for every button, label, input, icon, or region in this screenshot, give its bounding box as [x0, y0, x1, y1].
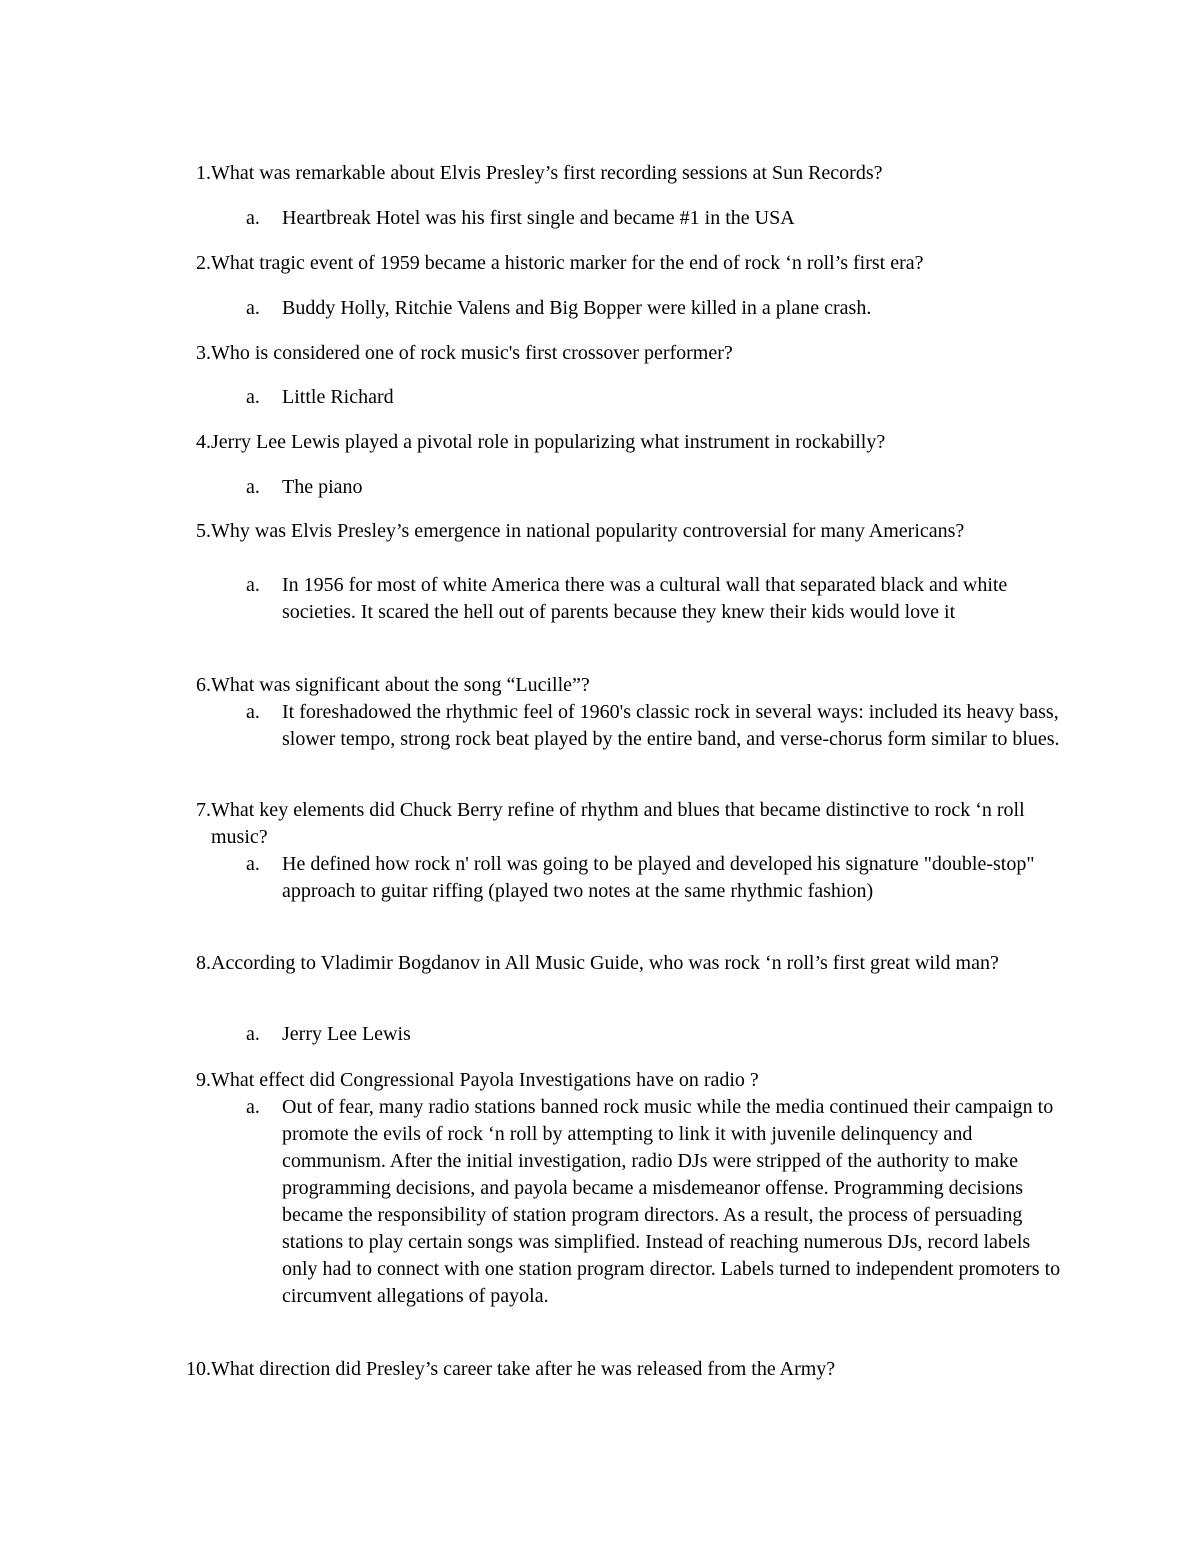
- answer-text: In 1956 for most of white America there was a cultural wall that separated black and white societies. It scared the hell out of parents because they knew their kids would love it: [282, 574, 1008, 623]
- answer-text: Little Richard: [282, 386, 394, 408]
- question-text: What direction did Presley’s career take after he was released from the Army?: [211, 1358, 836, 1380]
- question-text: What tragic event of 1959 became a historic marker for the end of rock ‘n roll’s first era?: [211, 252, 924, 274]
- question-text: What effect did Congressional Payola Investigations have on radio ?: [211, 1069, 759, 1091]
- answer-text: He defined how rock n' roll was going to be played and developed his signature "double-stop" approach to guitar riffing (played two notes at the same rhythmic fashion): [282, 853, 1035, 902]
- answer-text: It foreshadowed the rhythmic feel of 1960's classic rock in several ways: included its heavy bass, slower tempo, strong rock beat played by the entire band, and verse-chorus form similar to blues.: [282, 701, 1060, 750]
- question-number: 8.: [196, 952, 211, 974]
- question-number: 6.: [196, 674, 211, 696]
- answer-text: Out of fear, many radio stations banned rock music while the media continued their campaign to promote the evils of rock ‘n roll by attempting to link it with juvenile delinquency and communism. After the initial investigation, radio DJs were stripped of the authority to make programming decisions, and payola became a misdemeanor offense. Programming decisions became the responsibility of station program directors. As a result, the process of persuading stations to play certain songs was simplified. Instead of reaching numerous DJs, record labels only had to connect with one station program director. Labels turned to independent promoters to circumvent allegations of payola.: [282, 1096, 1061, 1307]
- answer-marker: a.: [246, 701, 260, 723]
- question-number: 7.: [196, 799, 211, 821]
- question-number: 1.: [196, 162, 211, 184]
- question-text: What was significant about the song “Lucille”?: [211, 674, 590, 696]
- answer-text: The piano: [282, 476, 363, 498]
- question-number: 10.: [186, 1358, 211, 1380]
- question-number: 9.: [196, 1069, 211, 1091]
- answer-marker: a.: [246, 207, 260, 229]
- question-text: According to Vladimir Bogdanov in All Music Guide, who was rock ‘n roll’s first great wild man?: [211, 952, 999, 974]
- question-text: Who is considered one of rock music's first crossover performer?: [211, 342, 733, 364]
- question-text: What key elements did Chuck Berry refine of rhythm and blues that became distinctive to rock ‘n roll music?: [211, 799, 1025, 848]
- question-number: 2.: [196, 252, 211, 274]
- answer-text: Buddy Holly, Ritchie Valens and Big Bopper were killed in a plane crash.: [282, 297, 872, 319]
- question-text: Jerry Lee Lewis played a pivotal role in popularizing what instrument in rockabilly?: [211, 431, 886, 453]
- question-number: 4.: [196, 431, 211, 453]
- answer-marker: a.: [246, 476, 260, 498]
- answer-marker: a.: [246, 853, 260, 875]
- answer-marker: a.: [246, 386, 260, 408]
- answer-marker: a.: [246, 574, 260, 596]
- answer-marker: a.: [246, 297, 260, 319]
- question-number: 5.: [196, 520, 211, 542]
- answer-text: Heartbreak Hotel was his first single and became #1 in the USA: [282, 207, 795, 229]
- answer-marker: a.: [246, 1023, 260, 1045]
- answer-marker: a.: [246, 1096, 260, 1118]
- question-text: What was remarkable about Elvis Presley’s first recording sessions at Sun Records?: [211, 162, 883, 184]
- answer-text: Jerry Lee Lewis: [282, 1023, 411, 1045]
- question-number: 3.: [196, 342, 211, 364]
- question-text: Why was Elvis Presley’s emergence in national popularity controversial for many Americans?: [211, 520, 965, 542]
